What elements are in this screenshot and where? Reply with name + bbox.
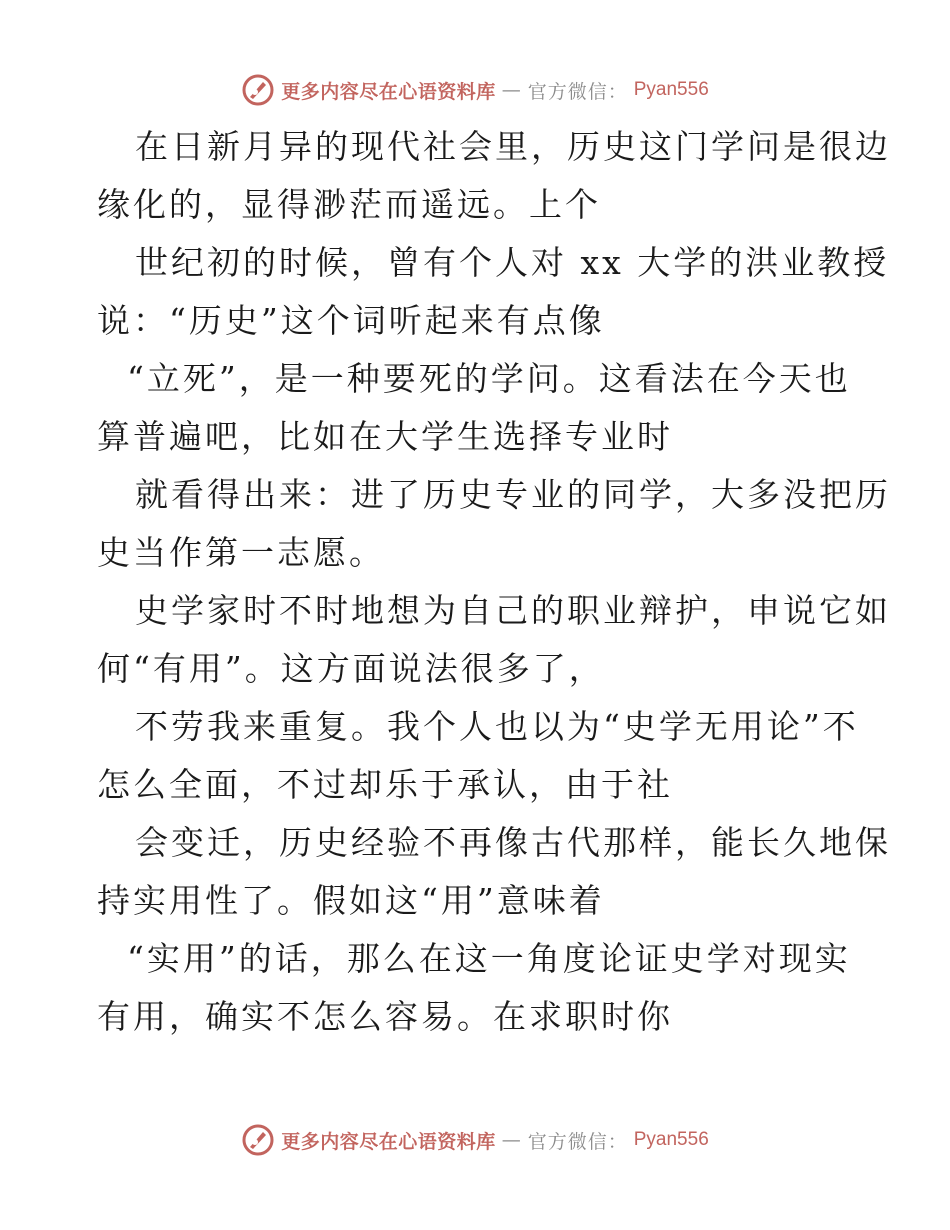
body-line: 怎么全面，不过却乐于承认，由于社: [97, 765, 673, 804]
body-line: 说：“历史”这个词听起来有点像: [97, 301, 605, 340]
header-banner: [0, 70, 950, 110]
body-line: 就看得出来：进了历史专业的同学，大多没把历: [135, 475, 891, 514]
body-line: “实用”的话，那么在这一角度论证史学对现实: [127, 939, 851, 978]
document-body: [97, 118, 891, 1046]
footer-brand-text: 更多内容尽在心语资料库: [281, 1130, 496, 1153]
body-line: 算普遍吧，比如在大学生选择专业时: [97, 417, 673, 456]
body-line: “立死”，是一种要死的学问。这看法在今天也: [127, 359, 851, 398]
body-line: 世纪初的时候，曾有个人对 xx 大学的洪业教授: [135, 243, 890, 282]
footer-wechat-label: 官方微信：: [527, 1130, 628, 1153]
body-line: 不劳我来重复。我个人也以为“史学无用论”不: [135, 707, 859, 746]
header-wechat-label: 官方微信：: [527, 80, 628, 103]
footer-banner: [0, 1120, 950, 1160]
header-brand-text: 更多内容尽在心语资料库: [281, 80, 496, 103]
brand-logo-icon: [241, 73, 275, 107]
body-line: 有用，确实不怎么容易。在求职时你: [97, 997, 673, 1036]
footer-wechat-id: Pyan556: [633, 1129, 709, 1150]
body-line: 史学家时不时地想为自己的职业辩护，申说它如: [135, 591, 891, 630]
brand-logo-icon: [241, 1123, 275, 1157]
body-line: 持实用性了。假如这“用”意味着: [97, 881, 605, 920]
header-wechat-id: Pyan556: [633, 79, 709, 100]
header-separator: —: [501, 79, 522, 101]
body-line: 在日新月异的现代社会里，历史这门学问是很边: [135, 127, 891, 166]
body-line: 史当作第一志愿。: [97, 533, 385, 572]
body-line: 何“有用”。这方面说法很多了，: [97, 649, 605, 688]
footer-separator: —: [501, 1129, 522, 1151]
body-line: 缘化的，显得渺茫而遥远。上个: [97, 185, 601, 224]
body-line: 会变迁，历史经验不再像古代那样，能长久地保: [135, 823, 891, 862]
